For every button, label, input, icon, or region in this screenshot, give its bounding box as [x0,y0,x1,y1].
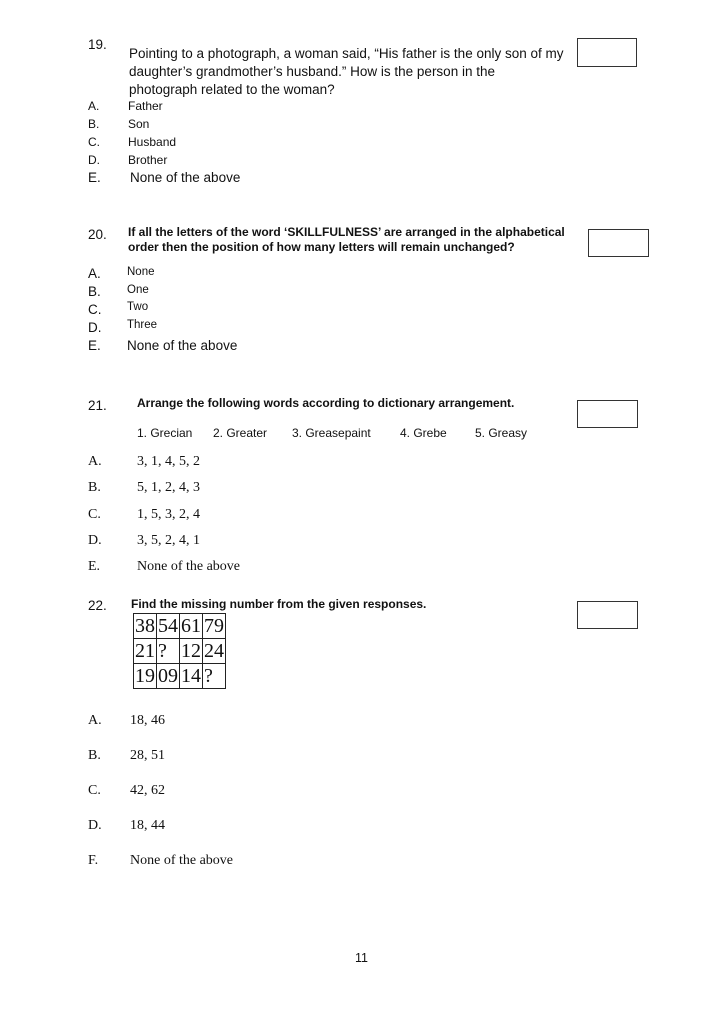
question-text: daughter’s grandmother’s husband.” How is the person in the [129,64,495,79]
grid-cell: ? [203,664,226,689]
option-letter: C. [88,302,102,317]
option-text: None of the above [130,853,234,868]
option-letter: E. [88,559,101,574]
word-item: 5. Greasy [475,426,528,440]
option-letter: D. [88,320,102,335]
option-text: 28, 51 [130,748,165,763]
grid-cell: 12 [181,640,201,662]
question-text: photograph related to the woman? [129,82,335,97]
option-text: None of the above [127,338,238,353]
option-letter: B. [88,284,101,299]
grid-cell: 21 [135,640,155,662]
word-item: 2. Greater [213,426,268,440]
option-text: 5, 1, 2, 4, 3 [137,480,200,495]
question-text: Arrange the following words according to dictionary arrangement. [137,396,515,410]
option-text: 3, 5, 2, 4, 1 [137,533,200,548]
option-letter: A. [88,266,101,281]
option-letter: A. [88,454,102,469]
option-text: 18, 44 [130,818,165,833]
option-text: Brother [128,153,168,167]
answer-box[interactable] [577,38,637,67]
question-number: 20. [88,227,107,242]
question-text: If all the letters of the word ‘SKILLFULNESS’ are arranged in the alphabetical [128,225,565,239]
option-letter: B. [88,480,101,495]
option-text: Father [128,99,163,113]
option-letter: A. [88,99,100,113]
option-text: Husband [128,135,177,149]
grid-cell: 24 [204,640,224,662]
grid-cell: ? [157,639,180,664]
option-text: 18, 46 [130,713,165,728]
question-text: order then the position of how many letters will remain unchanged? [128,240,515,254]
word-item: 1. Grecian [137,426,193,440]
option-text: None of the above [137,559,241,574]
word-item: 4. Grebe [400,426,447,440]
grid-cell: 14 [181,665,201,687]
option-letter: E. [88,338,101,353]
grid-cell: 61 [181,615,201,637]
option-text: Two [127,301,149,313]
question-number: 19. [88,37,107,52]
grid-cell: 38 [135,615,155,637]
option-letter: B. [88,117,100,131]
option-letter: A. [88,713,102,728]
question-number: 22. [88,598,107,613]
option-text: 1, 5, 3, 2, 4 [137,507,200,522]
option-letter: C. [88,135,100,149]
option-letter: C. [88,507,101,522]
grid-cell: 19 [135,665,155,687]
option-text: None of the above [130,170,241,185]
option-text: Three [127,319,158,331]
option-text: 42, 62 [130,783,165,798]
answer-box[interactable] [577,601,638,629]
answer-box[interactable] [577,400,638,428]
number-grid [133,613,226,689]
option-letter: F. [88,853,99,868]
question-text: Find the missing number from the given responses. [131,597,427,611]
option-letter: B. [88,748,101,763]
word-item: 3. Greasepaint [292,426,371,440]
grid-cell: 09 [158,665,178,687]
option-text: One [127,284,149,296]
grid-row [134,614,226,639]
option-letter: E. [88,170,101,185]
option-text: Son [128,117,150,131]
option-text: 3, 1, 4, 5, 2 [137,454,200,469]
option-letter: D. [88,153,100,167]
page-number: 11 [355,951,368,965]
grid-row [134,639,226,664]
grid-row [134,664,226,689]
grid-cell: 79 [204,615,224,637]
answer-box[interactable] [588,229,649,257]
question-text: Pointing to a photograph, a woman said, “His father is the only son of my [129,46,564,61]
option-letter: D. [88,818,102,833]
option-letter: C. [88,783,101,798]
grid-cell: 54 [158,615,178,637]
question-number: 21. [88,398,107,413]
option-letter: D. [88,533,102,548]
option-text: None [127,266,155,278]
